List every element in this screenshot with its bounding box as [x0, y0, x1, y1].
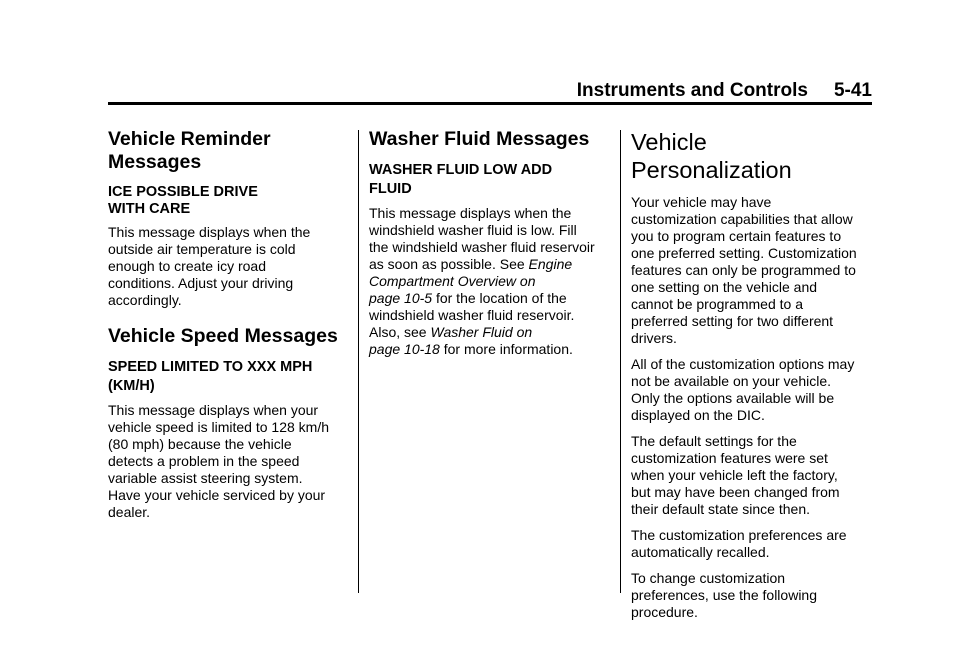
column-divider [620, 130, 621, 593]
column-right [631, 128, 871, 630]
subheading-ice-possible: ICE POSSIBLE DRIVE WITH CARE [108, 184, 258, 217]
paragraph-change-preferences: To change customization preferences, use the following procedure. [631, 570, 817, 620]
column-middle [369, 128, 609, 367]
paragraph-washer-message: This message displays when the windshield washer fluid is low. Fill the windshield washer fluid reservoir as soon as possible. See Engine Compartment Overview on page 10-5 for the location of the windshield washer fluid reservoir. Also, see Washer Fluid on page 10-18 for more information. [369, 205, 595, 357]
page-number: 5-41 [833, 80, 872, 101]
header-rule [108, 102, 872, 105]
link-page-10-18[interactable]: page 10-18 [369, 341, 440, 357]
section-title: Instruments and Controls [576, 80, 808, 101]
link-engine-compartment-overview[interactable]: Engine [528, 256, 573, 272]
paragraph-ice-message: This message displays when the outside air temperature is cold enough to create icy road conditions. Adjust your driving accordingly. [108, 224, 311, 308]
column-divider [358, 130, 359, 593]
paragraph-speed-message: This message displays when your vehicle speed is limited to 128 km/h (80 mph) because the vehicle detects a problem in the speed variable assist steering system. Have your vehicle serviced by your dealer. [108, 402, 329, 520]
subheading-speed-limited: SPEED LIMITED TO XXX MPH (KM/H) [108, 359, 313, 394]
heading-vehicle-personalization: Vehicle Personalization [631, 129, 792, 183]
paragraph-options-availability: All of the customization options may not be available on your vehicle. Only the options available will be displayed on the DIC. [631, 356, 855, 423]
link-engine-compartment-overview-cont[interactable]: Compartment Overview on [369, 273, 536, 289]
paragraph-personalization-intro: Your vehicle may have customization capabilities that allow you to program certain features to one preferred setting. Customization features can only be programmed to one setting on the vehicle and cannot be programmed to a preferred setting for two different drivers. [631, 194, 857, 346]
heading-vehicle-speed-messages: Vehicle Speed Messages [108, 325, 338, 347]
link-washer-fluid[interactable]: Washer Fluid on [430, 324, 533, 340]
paragraph-default-settings: The default settings for the customization features were set when your vehicle left the factory, but may have been changed from their default state since then. [631, 433, 840, 517]
running-header [577, 80, 872, 102]
paragraph-preferences-recalled: The customization preferences are automatically recalled. [631, 527, 847, 560]
subheading-washer-fluid-low: WASHER FLUID LOW ADD FLUID [369, 162, 553, 197]
column-left [108, 128, 348, 530]
link-page-10-5[interactable]: page 10-5 [369, 290, 433, 306]
heading-vehicle-reminder-messages: Vehicle Reminder Messages [108, 128, 271, 173]
heading-washer-fluid-messages: Washer Fluid Messages [369, 128, 590, 150]
